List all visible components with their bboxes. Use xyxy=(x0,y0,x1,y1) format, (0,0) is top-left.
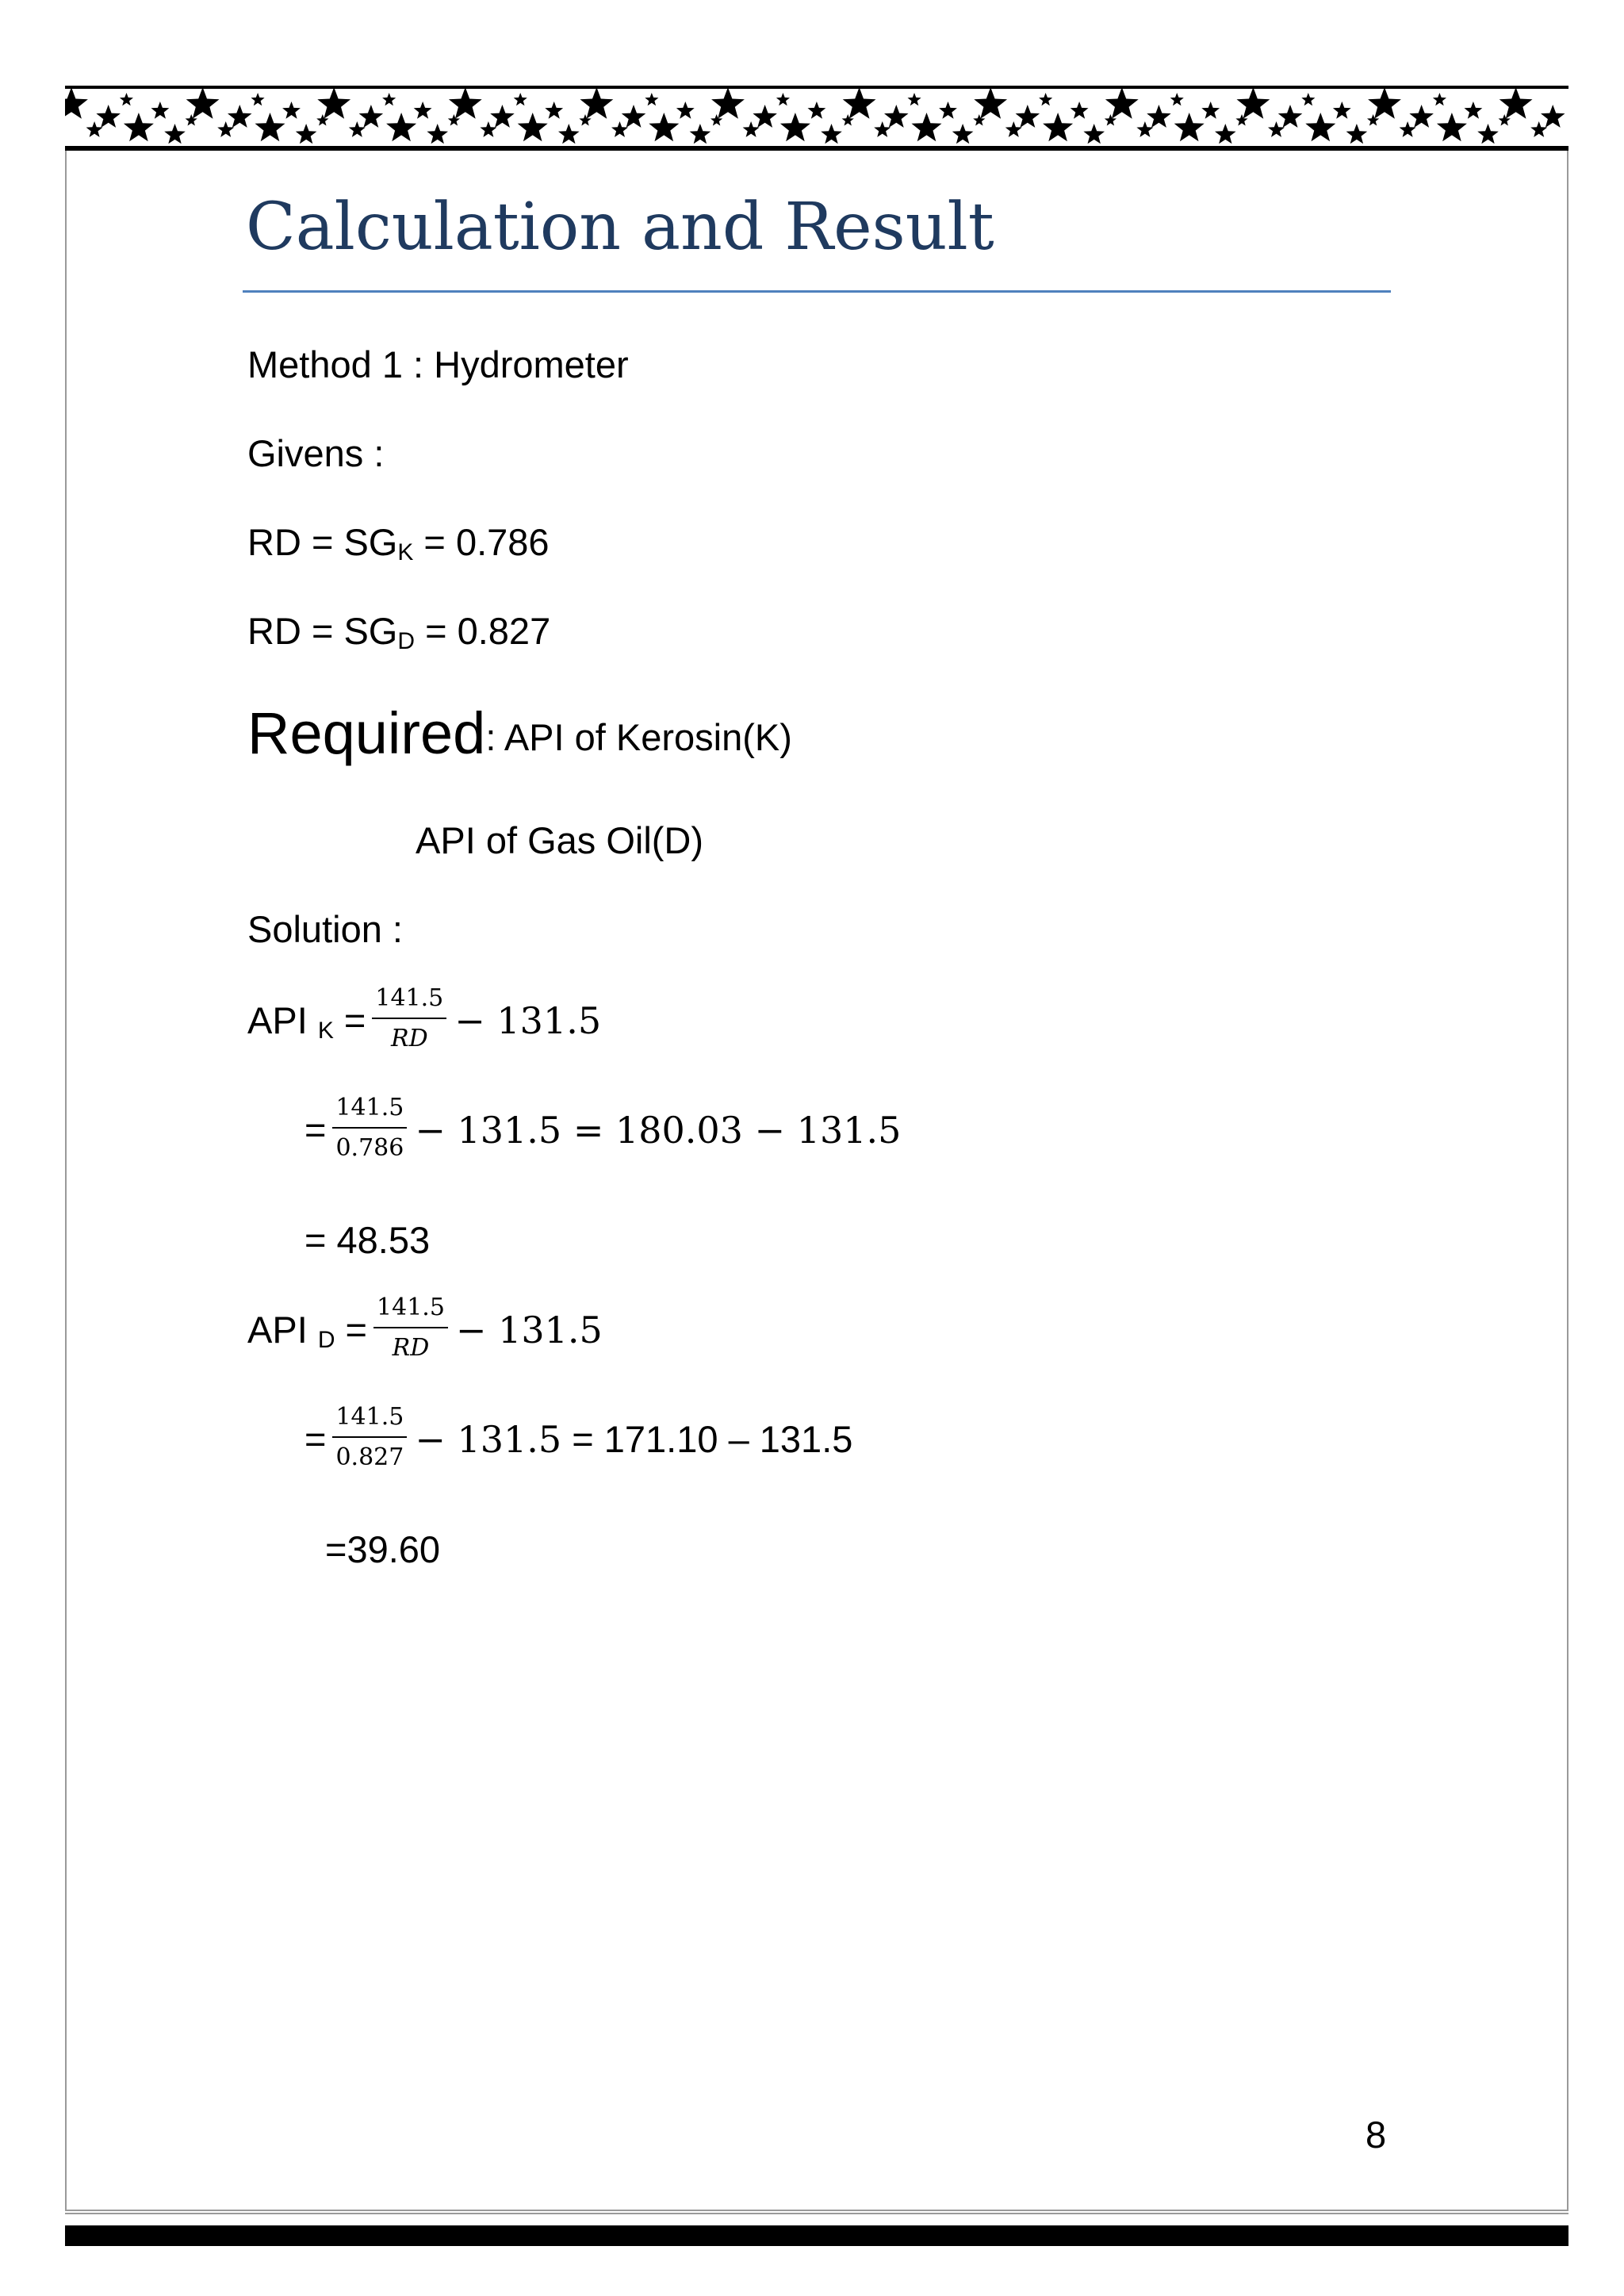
star-icon xyxy=(939,102,957,119)
star-icon xyxy=(427,124,448,144)
star-icon xyxy=(649,113,679,141)
star-icon xyxy=(908,93,921,105)
eq2-fraction xyxy=(332,1094,407,1162)
required-item-1: : API of Kerosin(K) xyxy=(485,716,792,758)
star-icon xyxy=(386,113,416,141)
eq1-subscript: K xyxy=(317,1017,334,1044)
eq5-rest: − 131.5 xyxy=(415,1417,562,1461)
eq4-denominator: RD xyxy=(392,1333,430,1362)
star-icon xyxy=(1005,121,1022,137)
star-icon xyxy=(912,113,942,141)
star-icon xyxy=(1333,102,1351,119)
star-border-band xyxy=(65,86,1568,151)
given-d-prefix: RD = SG xyxy=(247,610,398,652)
star-icon xyxy=(1278,105,1303,128)
star-icon xyxy=(676,102,695,119)
given-d-subscript: D xyxy=(397,628,416,654)
star-icon xyxy=(1530,121,1547,137)
star-icon xyxy=(1043,113,1073,141)
eq4-numerator: 141.5 xyxy=(373,1294,448,1328)
page-title: Calculation and Result xyxy=(246,190,994,265)
eq4-rest: − 131.5 xyxy=(455,1308,603,1351)
star-icon xyxy=(884,105,909,128)
star-icon xyxy=(296,124,317,144)
star-icon xyxy=(120,93,133,105)
eq4-fraction xyxy=(373,1294,448,1362)
eq2-denominator: 0.786 xyxy=(335,1133,404,1162)
star-icon xyxy=(1541,105,1565,128)
star-icon xyxy=(217,121,234,137)
star-icon xyxy=(1433,93,1446,105)
star-icon xyxy=(1346,124,1368,144)
star-icon xyxy=(1437,113,1467,141)
solution-label: Solution : xyxy=(247,908,403,950)
star-icon xyxy=(1305,113,1335,141)
star-icon xyxy=(1237,89,1270,119)
star-icon xyxy=(1400,121,1416,137)
eq4-equals: = xyxy=(335,1308,368,1351)
equation-api-d-result: =39.60 xyxy=(325,1528,441,1570)
required-line xyxy=(247,700,792,766)
eq5-denominator: 0.827 xyxy=(335,1443,404,1471)
star-icon xyxy=(690,124,711,144)
star-icon xyxy=(96,105,120,128)
eq2-equals: = xyxy=(304,1108,327,1151)
eq1-denominator: RD xyxy=(390,1024,428,1052)
star-icon xyxy=(1083,124,1105,144)
star-icon xyxy=(843,89,876,119)
eq1-rest: − 131.5 xyxy=(454,999,602,1042)
given-k-prefix: RD = SG xyxy=(247,521,398,563)
equation-api-d-substituted xyxy=(304,1403,853,1476)
star-icon xyxy=(1147,105,1171,128)
star-icon xyxy=(414,102,432,119)
given-k-subscript: K xyxy=(397,539,414,565)
star-icon xyxy=(514,93,527,105)
star-icon xyxy=(622,105,646,128)
eq5-fraction xyxy=(332,1404,407,1471)
star-icon xyxy=(151,102,170,119)
star-icon xyxy=(349,121,366,137)
eq5-tail: = 171.10 – 131.5 xyxy=(561,1417,853,1460)
star-icon xyxy=(86,121,103,137)
eq1-equals: = xyxy=(333,999,366,1041)
star-icon xyxy=(1409,105,1434,128)
star-icon xyxy=(1301,93,1315,105)
star-icon xyxy=(164,124,186,144)
star-icon xyxy=(480,121,496,137)
title-underline xyxy=(243,290,1391,293)
star-icon xyxy=(780,113,810,141)
star-icon xyxy=(490,105,515,128)
star-icon xyxy=(1105,89,1139,119)
star-icon xyxy=(743,121,760,137)
star-icon xyxy=(974,89,1007,119)
star-icon xyxy=(1201,102,1220,119)
eq1-label: API xyxy=(247,999,318,1041)
eq4-subscript: D xyxy=(317,1326,335,1353)
star-icon xyxy=(1215,124,1236,144)
star-icon xyxy=(1368,89,1401,119)
eq2-numerator: 141.5 xyxy=(332,1094,407,1129)
star-icon xyxy=(611,121,628,137)
page-number: 8 xyxy=(1365,2114,1387,2156)
star-icon xyxy=(874,121,891,137)
star-icon xyxy=(645,93,658,105)
equation-api-k-result: = 48.53 xyxy=(304,1219,431,1261)
star-icon xyxy=(65,89,88,119)
star-icon xyxy=(753,105,777,128)
givens-label: Givens : xyxy=(247,432,385,474)
bottom-border-thin xyxy=(65,2213,1568,2214)
star-icon xyxy=(1039,93,1052,105)
required-word: Required xyxy=(247,700,486,766)
equation-api-d xyxy=(247,1294,603,1366)
equation-api-k xyxy=(247,984,602,1057)
star-icon xyxy=(1477,124,1499,144)
star-icon xyxy=(711,89,745,119)
given-kerosene xyxy=(247,523,550,565)
eq2-rest: − 131.5 = 180.03 − 131.5 xyxy=(415,1108,902,1152)
star-icon xyxy=(580,89,614,119)
star-icon xyxy=(359,105,384,128)
equation-api-k-substituted xyxy=(304,1094,902,1167)
given-k-value: = 0.786 xyxy=(413,521,550,563)
star-icon xyxy=(1500,89,1533,119)
star-icon xyxy=(382,93,396,105)
star-icon xyxy=(317,89,350,119)
star-icon xyxy=(1016,105,1040,128)
eq4-label: API xyxy=(247,1308,318,1351)
star-icon xyxy=(186,89,220,119)
given-d-value: = 0.827 xyxy=(415,610,551,652)
star-icon xyxy=(251,93,265,105)
eq5-equals: = xyxy=(304,1417,327,1460)
star-pattern xyxy=(65,89,1568,146)
star-icon xyxy=(255,113,285,141)
star-icon xyxy=(558,124,580,144)
bottom-border-thick xyxy=(65,2225,1568,2246)
star-icon xyxy=(545,102,563,119)
eq1-fraction xyxy=(372,985,446,1052)
method-line: Method 1 : Hydrometer xyxy=(247,343,629,385)
star-icon xyxy=(821,124,842,144)
star-icon xyxy=(124,113,154,141)
star-icon xyxy=(228,105,252,128)
star-icon xyxy=(1174,113,1205,141)
star-icon xyxy=(1136,121,1153,137)
given-gas-oil xyxy=(247,612,550,654)
star-icon xyxy=(1268,121,1285,137)
star-icon xyxy=(1071,102,1089,119)
star-icon xyxy=(952,124,974,144)
eq5-numerator: 141.5 xyxy=(332,1404,407,1438)
star-icon xyxy=(1465,102,1483,119)
star-icon xyxy=(776,93,790,105)
star-icon xyxy=(1170,93,1184,105)
star-icon xyxy=(449,89,482,119)
required-item-2: API of Gas Oil(D) xyxy=(416,819,704,861)
star-icon xyxy=(808,102,826,119)
eq1-numerator: 141.5 xyxy=(372,985,446,1019)
star-icon xyxy=(282,102,301,119)
star-icon xyxy=(518,113,548,141)
